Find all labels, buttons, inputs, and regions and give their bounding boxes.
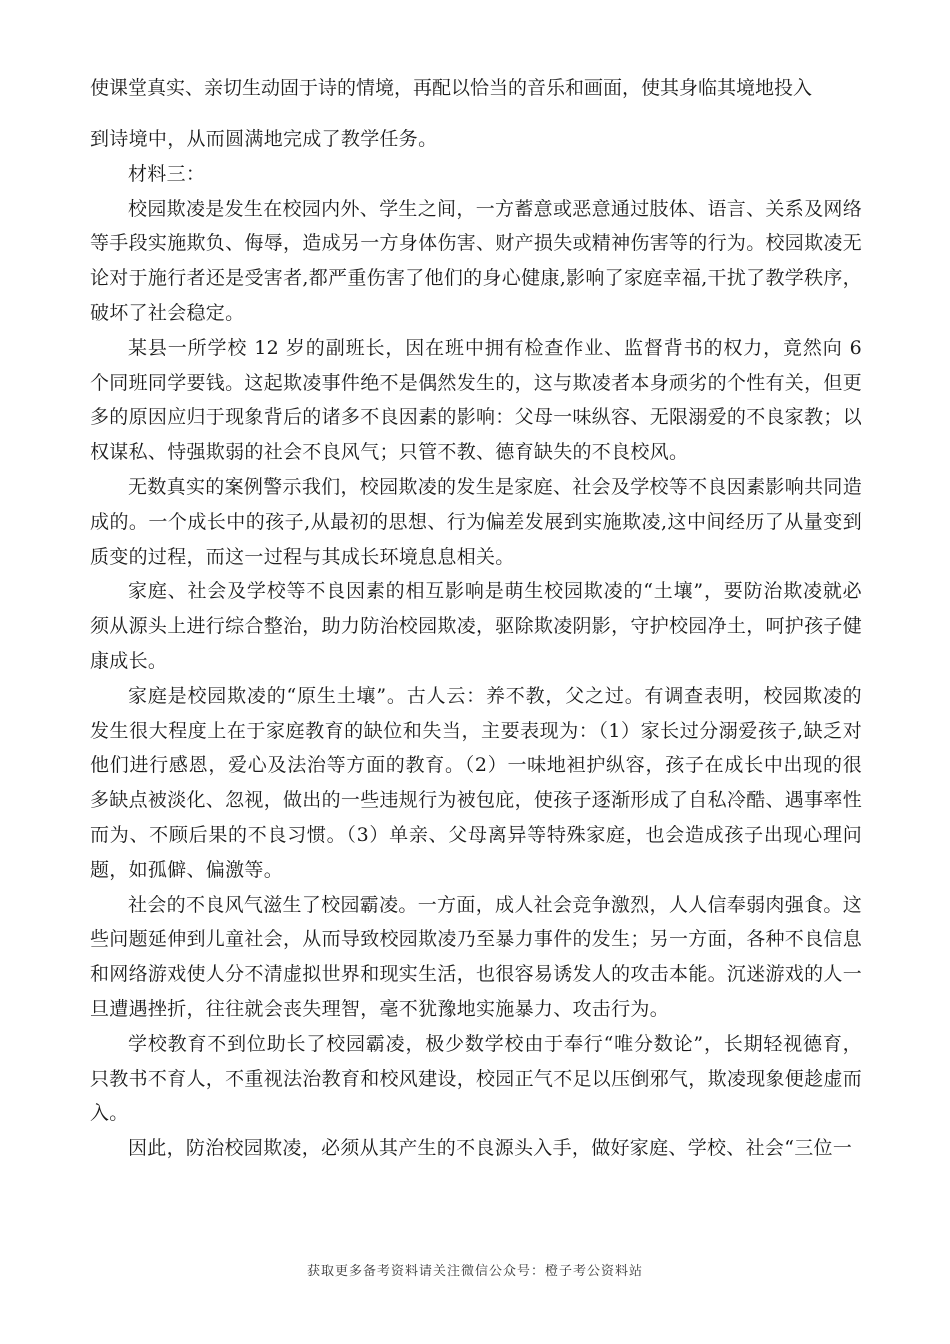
cut-off-text: 使课堂真实、亲切生动固于诗的情境，再配以恰当的音乐和画面，使其身临其境地投入 [90, 77, 813, 99]
paragraph-family: 家庭是校园欺凌的“原生土壤”。古人云：养不教，父之过。有调查表明，校园欺凌的发生很大程度上在于家庭教育的缺位和失当，主要表现为：（1）家长过分溺爱孩子,缺乏对他们进行感恩，爱心及法治等方面的教育。（2）一味地袒护纵容，孩子在成长中出现的很多缺点被淡化、忽视，做出的一些违规行为被包庇，使孩子逐渐形成了自私冷酷、遇事率性而为、不顾后果的不良习惯。（3）单亲、父母离异等特殊家庭，也会造成孩子出现心理问题，如孤僻、偏激等。 [90, 684, 863, 881]
paragraph-soil: 家庭、社会及学校等不良因素的相互影响是萌生校园欺凌的“土壤”，要防治欺凌就必须从源头上进行综合整治，助力防治校园欺凌，驱除欺凌阴影，守护校园净土，呵护孩子健康成长。 [90, 580, 863, 672]
paragraph-continuation: 到诗境中，从而圆满地完成了教学任务。 [90, 128, 438, 150]
page-footer: 获取更多备考资料请关注微信公众号：橙子考公资料站 [306, 1264, 643, 1279]
paragraph-school: 学校教育不到位助长了校园霸凌，极少数学校由于奉行“唯分数论”，长期轻视德育，只教书不育人，不重视法治教育和校风建设，校园正气不足以压倒邪气，欺凌现象便趁虚而入。 [90, 1032, 863, 1125]
paragraph-society: 社会的不良风气滋生了校园霸凌。一方面，成人社会竞争激烈，人人信奉弱肉强食。这些问题延伸到儿童社会，从而导致校园欺凌乃至暴力事件的发生；另一方面，各种不良信息和网络游戏使人分不清虚拟世界和现实生活，也很容易诱发人的攻击本能。沉迷游戏的人一旦遭遇挫折，往往就会丧失理智，毫不犹豫地实施暴力、攻击行为。 [90, 893, 863, 1020]
cut-off-text-line [90, 77, 870, 105]
paragraph-case: 某县一所学校 12 岁的副班长，因在班中拥有检查作业、监督背书的权力，竟然向 6 个同班同学要钱。这起欺凌事件绝不是偶然发生的，这与欺凌者本身顽劣的个性有关，但更多的原因应归于现象背后的诸多不良因素的影响：父母一味纵容、无限溺爱的不良家教；以权谋私、恃强欺弱的社会不良风气；只管不教、德育缺失的不良校风。 [90, 336, 863, 464]
section-heading-material-three: 材料三： [128, 162, 206, 185]
paragraph-causes: 无数真实的案例警示我们，校园欺凌的发生是家庭、社会及学校等不良因素影响共同造成的。一个成长中的孩子,从最初的思想、行为偏差发展到实施欺凌,这中间经历了从量变到质变的过程，而这一过程与其成长环境息息相关。 [90, 475, 862, 568]
paragraph-definition: 校园欺凌是发生在校园内外、学生之间，一方蓄意或恶意通过肢体、语言、关系及网络等手段实施欺负、侮辱，造成另一方身体伤害、财产损失或精神伤害等的行为。校园欺凌无论对于施行者还是受害者,都严重伤害了他们的身心健康,影响了家庭幸福,干扰了教学秩序，破坏了社会稳定。 [90, 197, 863, 324]
document-body [90, 122, 862, 1166]
paragraph-conclusion: 因此，防治校园欺凌，必须从其产生的不良源头入手，做好家庭、学校、社会“三位一 [128, 1137, 853, 1160]
